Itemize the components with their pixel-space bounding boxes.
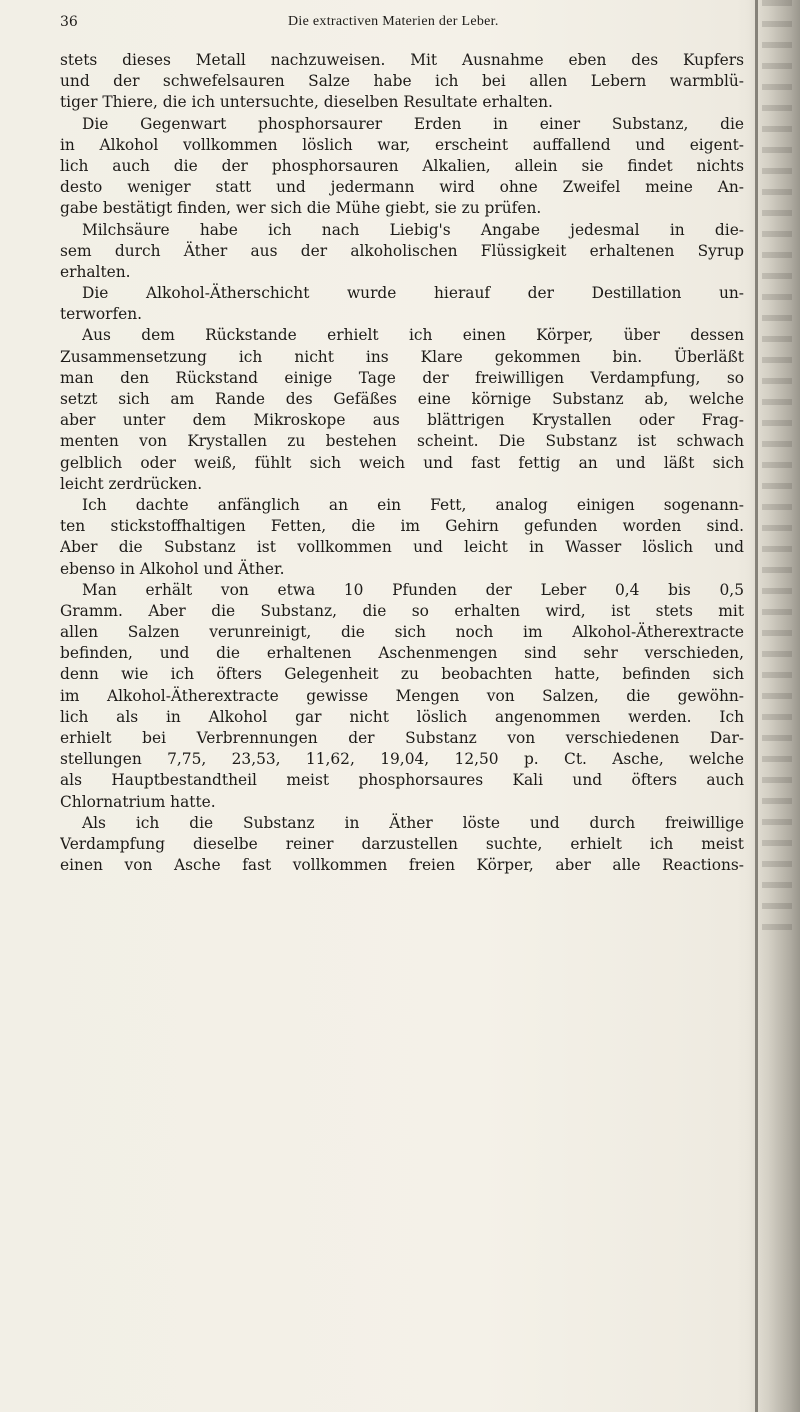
- text-line: in Alkohol vollkommen löslich war, erscheint auffallend und eigent-: [60, 135, 744, 154]
- text-line: Zusammensetzung ich nicht ins Klare gekommen bin. Überläßt: [60, 347, 744, 366]
- page-number: 36: [60, 14, 78, 30]
- text-line: erhielt bei Verbrennungen der Substanz von verschiedenen Dar-: [60, 729, 744, 747]
- text-line: Aber die Substanz ist vollkommen und leicht in Wasser löslich und: [60, 538, 744, 557]
- text-line: ebenso in Alkohol und Äther.: [60, 559, 285, 578]
- text-line: tiger Thiere, die ich untersuchte, dieselben Resultate erhalten.: [60, 93, 553, 112]
- text-line: Die Alkohol-Ätherschicht wurde hierauf der Destillation un-: [82, 284, 744, 303]
- text-line: gabe bestätigt finden, wer sich die Mühe giebt, sie zu prüfen.: [60, 199, 542, 218]
- text-line: einen von Asche fast vollkommen freien Körper, aber alle Reactions-: [60, 856, 744, 875]
- body-text: [60, 50, 744, 876]
- text-line: Ich dachte anfänglich an ein Fett, analog einigen sogenann-: [82, 495, 744, 514]
- text-line: menten von Krystallen zu bestehen scheint. Die Substanz ist schwach: [60, 432, 744, 451]
- text-line: Die Gegenwart phosphorsaurer Erden in einer Substanz, die: [82, 114, 744, 133]
- text-line: stets dieses Metall nachzuweisen. Mit Ausnahme eben des Kupfers: [60, 51, 744, 69]
- text-line: denn wie ich öfters Gelegenheit zu beobachten hatte, befinden sich: [60, 665, 744, 684]
- text-line: Aus dem Rückstande erhielt ich einen Körper, über dessen: [82, 326, 744, 345]
- text-line: desto weniger statt und jedermann wird ohne Zweifel meine An-: [60, 178, 744, 197]
- text-line: sem durch Äther aus der alkoholischen Flüssigkeit erhaltenen Syrup: [60, 241, 744, 260]
- text-line: stellungen 7,75, 23,53, 11,62, 19,04, 12,50 p. Ct. Asche, welche: [60, 750, 744, 769]
- text-line: Verdampfung dieselbe reiner darzustellen suchte, erhielt ich meist: [60, 834, 744, 853]
- text-line: man den Rückstand einige Tage der freiwilligen Verdampfung, so: [60, 368, 744, 387]
- text-line: erhalten.: [60, 262, 131, 281]
- binding-edge: [755, 0, 758, 1412]
- facing-page-bleed: [762, 0, 792, 940]
- page-header: [60, 14, 750, 36]
- text-line: ten stickstoffhaltigen Fetten, die im Gehirn gefunden worden sind.: [60, 517, 744, 536]
- text-line: Gramm. Aber die Substanz, die so erhalten wird, ist stets mit: [60, 601, 744, 620]
- text-line: im Alkohol-Ätherextracte gewisse Mengen von Salzen, die gewöhn-: [60, 686, 744, 705]
- text-line: lich als in Alkohol gar nicht löslich angenommen werden. Ich: [60, 707, 744, 726]
- text-line: setzt sich am Rande des Gefäßes eine körnige Substanz ab, welche: [60, 390, 744, 408]
- text-line: lich auch die der phosphorsauren Alkalien, allein sie findet nichts: [60, 156, 744, 175]
- text-line: Chlornatrium hatte.: [60, 792, 216, 811]
- text-line: terworfen.: [60, 305, 143, 324]
- text-line: Man erhält von etwa 10 Pfunden der Leber 0,4 bis 0,5: [82, 580, 744, 599]
- text-line: Milchsäure habe ich nach Liebig's Angabe jedesmal in die-: [82, 220, 744, 239]
- text-line: befinden, und die erhaltenen Aschenmengen sind sehr verschieden,: [60, 644, 744, 663]
- text-line: leicht zerdrücken.: [60, 474, 203, 493]
- text-line: gelblich oder weiß, fühlt sich weich und fast fettig an und läßt sich: [60, 453, 744, 472]
- text-line: und der schwefelsauren Salze habe ich bei allen Lebern warmblü-: [60, 72, 744, 91]
- running-head: Die extractiven Materien der Leber.: [288, 14, 499, 29]
- text-line: allen Salzen verunreinigt, die sich noch im Alkohol-Ätherextracte: [60, 623, 744, 642]
- text-line: aber unter dem Mikroskope aus blättrigen Krystallen oder Frag-: [60, 411, 744, 430]
- text-line: Als ich die Substanz in Äther löste und durch freiwillige: [82, 813, 744, 832]
- text-line: als Hauptbestandtheil meist phosphorsaures Kali und öfters auch: [60, 771, 744, 790]
